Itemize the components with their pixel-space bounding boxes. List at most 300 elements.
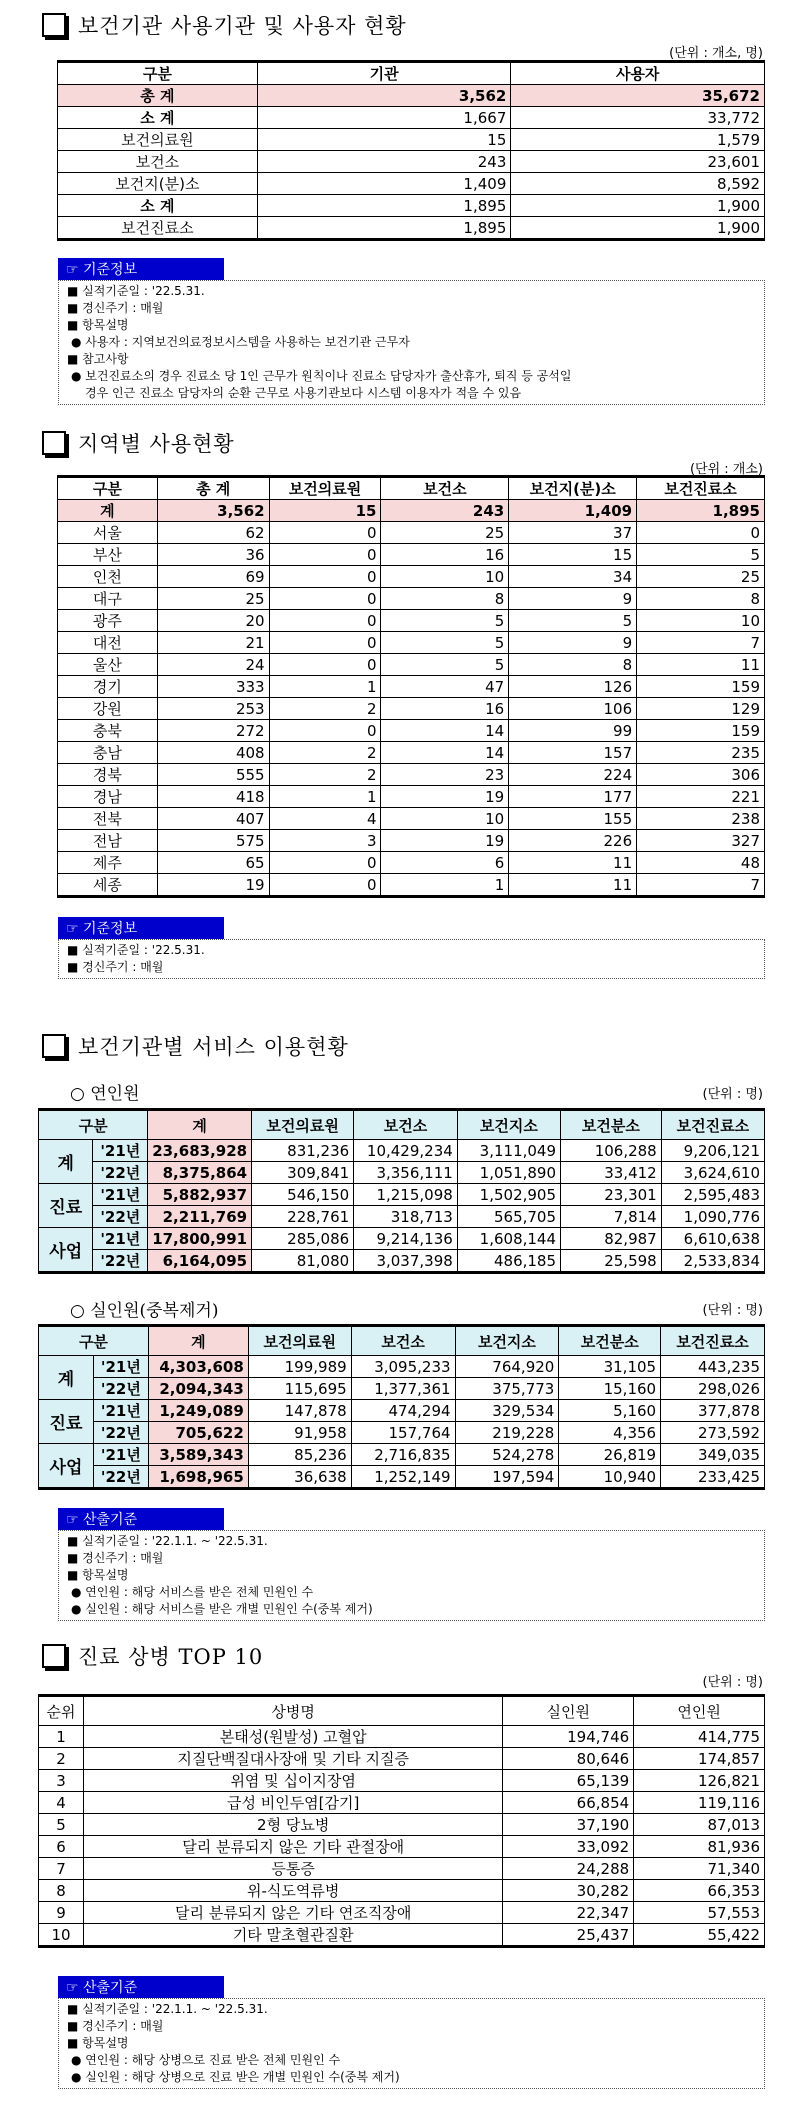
table-cell: 1,051,890 [457, 1162, 560, 1184]
checkbox-square-icon [42, 1034, 66, 1058]
table-cell: 0 [269, 654, 381, 676]
table-cell: 1,090,776 [661, 1206, 764, 1228]
table-cell: 17,800,991 [148, 1228, 252, 1250]
table-cell: 9,206,121 [661, 1140, 764, 1162]
table-cell: 9,214,136 [354, 1228, 458, 1250]
table-cell: 15 [269, 500, 381, 522]
table-cell: 25 [157, 588, 269, 610]
s2-info-heading: ☞ 기준정보 [58, 917, 224, 939]
s2-header: 보건의료원 [269, 477, 381, 500]
info-line: ■ 참고사항 [67, 352, 129, 366]
s3-sub1: ○ 연인원 [70, 1084, 140, 1104]
table-cell: 1,249,089 [148, 1400, 248, 1422]
year-label: '21년 [93, 1184, 148, 1206]
table-cell: 0 [269, 852, 381, 874]
table-cell: 6,610,638 [661, 1228, 764, 1250]
table-cell: 174,857 [634, 1748, 765, 1770]
table-cell: 3,589,343 [148, 1444, 248, 1466]
disease-name: 급성 비인두염[감기] [83, 1792, 502, 1814]
s2-header: 보건지(분)소 [509, 477, 637, 500]
table-cell: 9 [39, 1902, 84, 1924]
disease-name: 지질단백질대사장애 및 기타 지질증 [83, 1748, 502, 1770]
year-label: '21년 [93, 1356, 148, 1378]
table-row-label: 인천 [58, 566, 158, 588]
s3-header: 계 [148, 1110, 252, 1140]
table-cell: 0 [637, 522, 765, 544]
table-cell: 8 [39, 1880, 84, 1902]
table-cell: 62 [157, 522, 269, 544]
table-cell: 87,013 [634, 1814, 765, 1836]
table-cell: 2 [39, 1748, 84, 1770]
table-cell: 91,958 [248, 1422, 351, 1444]
table-cell: 5 [381, 654, 509, 676]
table-cell: 3,095,233 [351, 1356, 455, 1378]
table-cell: 82,987 [561, 1228, 662, 1250]
year-label: '22년 [93, 1250, 148, 1273]
table-cell: 81,080 [252, 1250, 354, 1273]
table-cell: 5 [39, 1814, 84, 1836]
disease-name: 등통증 [83, 1858, 502, 1880]
s4-info-heading: ☞ 산출기준 [58, 1976, 224, 1998]
table-cell: 1,900 [511, 195, 765, 217]
s2-table [57, 475, 765, 898]
disease-name: 위염 및 십이지장염 [83, 1770, 502, 1792]
section3-title: 보건기관별 서비스 이용현황 [42, 1031, 349, 1061]
table-cell: 6 [381, 852, 509, 874]
s3-header: 보건소 [354, 1110, 458, 1140]
table-cell: 5,882,937 [148, 1184, 252, 1206]
table-cell: 85,236 [248, 1444, 351, 1466]
year-label: '22년 [93, 1206, 148, 1228]
year-label: '21년 [93, 1444, 148, 1466]
table-cell: 1,608,144 [457, 1228, 560, 1250]
table-cell: 115,695 [248, 1378, 351, 1400]
table-cell: 24,288 [503, 1858, 634, 1880]
table-cell: 318,713 [354, 1206, 458, 1228]
table-cell: 224 [509, 764, 637, 786]
table-row-label: 보건의료원 [58, 129, 258, 151]
info-line: 경우 인근 진료소 담당자의 순환 근무로 사용기관보다 시스템 이용자가 적을 수 있음 [85, 386, 522, 400]
table-cell: 15 [509, 544, 637, 566]
table-cell: 309,841 [252, 1162, 354, 1184]
table-cell: 37 [509, 522, 637, 544]
table-cell: 3,037,398 [354, 1250, 458, 1273]
table-row-label: 보건소 [58, 151, 258, 173]
table-cell: 23,601 [511, 151, 765, 173]
table-cell: 34 [509, 566, 637, 588]
s3-header: 보건분소 [561, 1110, 662, 1140]
table-cell: 329,534 [455, 1400, 559, 1422]
table-cell: 1,377,361 [351, 1378, 455, 1400]
table-cell: 1,215,098 [354, 1184, 458, 1206]
table-row-label: 제주 [58, 852, 158, 874]
table-cell: 33,092 [503, 1836, 634, 1858]
table-cell: 6 [39, 1836, 84, 1858]
table-cell: 57,553 [634, 1902, 765, 1924]
table-cell: 235 [637, 742, 765, 764]
table-cell: 5 [381, 610, 509, 632]
s3-header: 계 [148, 1326, 248, 1356]
table-cell: 764,920 [455, 1356, 559, 1378]
table-cell: 15,160 [559, 1378, 661, 1400]
info-line: ■ 실적기준일 : '22.5.31. [67, 943, 205, 957]
checkbox-square-icon [42, 13, 66, 37]
table-cell: 3,562 [257, 85, 511, 107]
s3-header: 보건분소 [559, 1326, 661, 1356]
table-cell: 10 [381, 566, 509, 588]
table-cell: 5 [509, 610, 637, 632]
s2-header: 보건소 [381, 477, 509, 500]
table-cell: 3,356,111 [354, 1162, 458, 1184]
table-row-label: 충북 [58, 720, 158, 742]
s3-unit1: (단위 : 명) [702, 1087, 763, 1102]
table-cell: 3 [39, 1770, 84, 1792]
s3-header: 구분 [39, 1110, 148, 1140]
table-cell: 1,895 [637, 500, 765, 522]
table-cell: 37,190 [503, 1814, 634, 1836]
table-cell: 1,667 [257, 107, 511, 129]
s4-header: 상병명 [83, 1696, 502, 1726]
table-cell: 408 [157, 742, 269, 764]
table-cell: 159 [637, 720, 765, 742]
table-cell: 831,236 [252, 1140, 354, 1162]
s3-unit2: (단위 : 명) [702, 1303, 763, 1318]
table-cell: 9 [509, 588, 637, 610]
table-cell: 24 [157, 654, 269, 676]
table-cell: 81,936 [634, 1836, 765, 1858]
table-cell: 48 [637, 852, 765, 874]
table-cell: 306 [637, 764, 765, 786]
table-cell: 474,294 [351, 1400, 455, 1422]
table-cell: 15 [257, 129, 511, 151]
table-cell: 65,139 [503, 1770, 634, 1792]
table-cell: 407 [157, 808, 269, 830]
s3-table-yeon [38, 1108, 765, 1274]
table-cell: 8,592 [511, 173, 765, 195]
table-cell: 555 [157, 764, 269, 786]
table-cell: 197,594 [455, 1466, 559, 1489]
s1-header: 기관 [257, 62, 511, 85]
info-line: ● 연인원 : 해당 상병으로 진료 받은 전체 민원인 수 [71, 2053, 341, 2067]
table-cell: 31,105 [559, 1356, 661, 1378]
info-line: ■ 항목설명 [67, 318, 129, 332]
table-cell: 69 [157, 566, 269, 588]
table-cell: 3 [269, 830, 381, 852]
table-cell: 1,252,149 [351, 1466, 455, 1489]
s3-header: 보건의료원 [252, 1110, 354, 1140]
table-row-label: 전북 [58, 808, 158, 830]
table-cell: 11 [637, 654, 765, 676]
s3-info-heading: ☞ 산출기준 [58, 1508, 224, 1530]
table-row-label: 울산 [58, 654, 158, 676]
group-label: 진료 [39, 1400, 94, 1444]
table-row-label: 충남 [58, 742, 158, 764]
table-cell: 377,878 [661, 1400, 765, 1422]
year-label: '21년 [93, 1228, 148, 1250]
table-cell: 16 [381, 698, 509, 720]
table-cell: 80,646 [503, 1748, 634, 1770]
table-cell: 8 [637, 588, 765, 610]
section4-title: 진료 상병 TOP 10 [42, 1641, 263, 1671]
table-row-label: 대구 [58, 588, 158, 610]
table-cell: 25 [637, 566, 765, 588]
group-label: 계 [39, 1140, 93, 1184]
table-row-label: 총 계 [58, 85, 258, 107]
table-cell: 228,761 [252, 1206, 354, 1228]
table-cell: 1,409 [509, 500, 637, 522]
table-row-label: 보건진료소 [58, 217, 258, 240]
table-cell: 4,303,608 [148, 1356, 248, 1378]
s3-header: 보건소 [351, 1326, 455, 1356]
s4-unit: (단위 : 명) [702, 1675, 763, 1690]
table-cell: 2,094,343 [148, 1378, 248, 1400]
year-label: '22년 [93, 1422, 148, 1444]
table-cell: 33,772 [511, 107, 765, 129]
section1-title: 보건기관 사용기관 및 사용자 현황 [42, 10, 407, 40]
table-cell: 546,150 [252, 1184, 354, 1206]
s3-header: 보건진료소 [661, 1326, 765, 1356]
table-cell: 3,624,610 [661, 1162, 764, 1184]
disease-name: 본태성(원발성) 고혈압 [83, 1726, 502, 1748]
table-cell: 106,288 [561, 1140, 662, 1162]
table-cell: 414,775 [634, 1726, 765, 1748]
table-cell: 25,598 [561, 1250, 662, 1273]
info-line: ■ 실적기준일 : '22.1.1. ~ '22.5.31. [67, 1534, 268, 1548]
s2-header: 총 계 [157, 477, 269, 500]
table-cell: 7 [39, 1858, 84, 1880]
table-cell: 219,228 [455, 1422, 559, 1444]
table-cell: 4 [39, 1792, 84, 1814]
table-cell: 2,211,769 [148, 1206, 252, 1228]
table-cell: 2 [269, 764, 381, 786]
s3-header: 보건지소 [457, 1110, 560, 1140]
table-cell: 272 [157, 720, 269, 742]
group-label: 진료 [39, 1184, 93, 1228]
table-cell: 36 [157, 544, 269, 566]
table-cell: 238 [637, 808, 765, 830]
table-cell: 285,086 [252, 1228, 354, 1250]
info-line: ■ 항목설명 [67, 1568, 129, 1582]
table-cell: 19 [381, 786, 509, 808]
table-row-label: 계 [58, 500, 158, 522]
table-cell: 0 [269, 544, 381, 566]
table-cell: 157,764 [351, 1422, 455, 1444]
s4-header: 순위 [39, 1696, 84, 1726]
table-row-label: 대전 [58, 632, 158, 654]
s3-header: 보건의료원 [248, 1326, 351, 1356]
table-cell: 155 [509, 808, 637, 830]
table-cell: 23,301 [561, 1184, 662, 1206]
table-cell: 11 [509, 874, 637, 897]
table-cell: 0 [269, 588, 381, 610]
table-cell: 25,437 [503, 1924, 634, 1947]
table-cell: 1,409 [257, 173, 511, 195]
year-label: '21년 [93, 1400, 148, 1422]
disease-name: 2형 당뇨병 [83, 1814, 502, 1836]
table-cell: 16 [381, 544, 509, 566]
table-row-label: 경남 [58, 786, 158, 808]
table-cell: 10 [39, 1924, 84, 1947]
info-line: ■ 실적기준일 : '22.1.1. ~ '22.5.31. [67, 2002, 268, 2016]
table-cell: 23,683,928 [148, 1140, 252, 1162]
table-cell: 8 [509, 654, 637, 676]
table-cell: 14 [381, 742, 509, 764]
table-cell: 159 [637, 676, 765, 698]
s4-header: 연인원 [634, 1696, 765, 1726]
info-line: ■ 항목설명 [67, 2036, 129, 2050]
table-cell: 119,116 [634, 1792, 765, 1814]
year-label: '21년 [93, 1140, 148, 1162]
s3-header: 보건지소 [455, 1326, 559, 1356]
table-cell: 8 [381, 588, 509, 610]
disease-name: 달리 분류되지 않은 기타 관절장애 [83, 1836, 502, 1858]
table-cell: 273,592 [661, 1422, 765, 1444]
table-cell: 5 [381, 632, 509, 654]
info-line: ■ 경신주기 : 매월 [67, 1551, 164, 1565]
table-cell: 7,814 [561, 1206, 662, 1228]
table-cell: 2,533,834 [661, 1250, 764, 1273]
table-cell: 11 [509, 852, 637, 874]
table-cell: 177 [509, 786, 637, 808]
table-cell: 36,638 [248, 1466, 351, 1489]
table-cell: 443,235 [661, 1356, 765, 1378]
s1-header: 사용자 [511, 62, 765, 85]
table-cell: 6,164,095 [148, 1250, 252, 1273]
s3-table-sil [38, 1324, 765, 1490]
info-line: ■ 경신주기 : 매월 [67, 2019, 164, 2033]
table-row-label: 소 계 [58, 195, 258, 217]
table-cell: 0 [269, 566, 381, 588]
table-cell: 126,821 [634, 1770, 765, 1792]
table-cell: 99 [509, 720, 637, 742]
disease-name: 기타 말초혈관질환 [83, 1924, 502, 1947]
table-cell: 10,429,234 [354, 1140, 458, 1162]
group-label: 사업 [39, 1228, 93, 1273]
s1-unit: (단위 : 개소, 명) [669, 46, 763, 61]
table-cell: 14 [381, 720, 509, 742]
table-cell: 575 [157, 830, 269, 852]
table-row-label: 경기 [58, 676, 158, 698]
s3-info-box [58, 1530, 765, 1621]
table-cell: 0 [269, 720, 381, 742]
s2-header: 보건진료소 [637, 477, 765, 500]
info-line: ● 실인원 : 해당 서비스를 받은 개별 민원인 수(중복 제거) [71, 1602, 373, 1616]
table-cell: 243 [381, 500, 509, 522]
table-cell: 66,854 [503, 1792, 634, 1814]
table-cell: 333 [157, 676, 269, 698]
table-cell: 2 [269, 698, 381, 720]
table-cell: 106 [509, 698, 637, 720]
table-cell: 147,878 [248, 1400, 351, 1422]
table-cell: 0 [269, 632, 381, 654]
table-cell: 375,773 [455, 1378, 559, 1400]
table-cell: 1,698,965 [148, 1466, 248, 1489]
group-label: 사업 [39, 1444, 94, 1489]
table-cell: 349,035 [661, 1444, 765, 1466]
table-cell: 22,347 [503, 1902, 634, 1924]
disease-name: 위-식도역류병 [83, 1880, 502, 1902]
table-row-label: 서울 [58, 522, 158, 544]
checkbox-square-icon [42, 1644, 66, 1668]
s2-header: 구분 [58, 477, 158, 500]
info-line: ● 사용자 : 지역보건의료정보시스템을 사용하는 보건기관 근무자 [71, 335, 410, 349]
table-cell: 0 [269, 522, 381, 544]
table-cell: 3,111,049 [457, 1140, 560, 1162]
info-line: ■ 실적기준일 : '22.5.31. [67, 284, 205, 298]
table-row-label: 소 계 [58, 107, 258, 129]
checkbox-square-icon [42, 431, 66, 455]
table-cell: 129 [637, 698, 765, 720]
year-label: '22년 [93, 1378, 148, 1400]
table-cell: 233,425 [661, 1466, 765, 1489]
table-cell: 5,160 [559, 1400, 661, 1422]
s4-table [38, 1694, 765, 1948]
table-cell: 25 [381, 522, 509, 544]
group-label: 계 [39, 1356, 94, 1400]
s3-header: 보건진료소 [661, 1110, 764, 1140]
table-cell: 19 [381, 830, 509, 852]
table-cell: 327 [637, 830, 765, 852]
info-line: ● 보건진료소의 경우 진료소 당 1인 근무가 원칙이나 진료소 담당자가 출산휴가, 퇴직 등 공석일 [71, 369, 572, 383]
table-cell: 23 [381, 764, 509, 786]
table-row-label: 전남 [58, 830, 158, 852]
table-cell: 65 [157, 852, 269, 874]
s2-info-box [58, 939, 765, 979]
table-cell: 10,940 [559, 1466, 661, 1489]
s1-table [57, 60, 765, 241]
table-cell: 524,278 [455, 1444, 559, 1466]
info-line: ● 실인원 : 해당 상병으로 진료 받은 개별 민원인 수(중복 제거) [71, 2070, 400, 2084]
table-cell: 0 [269, 610, 381, 632]
table-cell: 71,340 [634, 1858, 765, 1880]
table-cell: 1 [381, 874, 509, 897]
table-cell: 126 [509, 676, 637, 698]
table-cell: 5 [637, 544, 765, 566]
year-label: '22년 [93, 1466, 148, 1489]
table-cell: 19 [157, 874, 269, 897]
table-cell: 157 [509, 742, 637, 764]
disease-name: 달리 분류되지 않은 기타 연조직장애 [83, 1902, 502, 1924]
section2-title: 지역별 사용현황 [42, 428, 235, 458]
table-cell: 1,895 [257, 217, 511, 240]
info-line: ■ 경신주기 : 매월 [67, 960, 164, 974]
s2-unit: (단위 : 개소) [689, 462, 763, 477]
table-cell: 486,185 [457, 1250, 560, 1273]
table-cell: 705,622 [148, 1422, 248, 1444]
table-cell: 0 [269, 874, 381, 897]
s3-sub2: ○ 실인원(중복제거) [70, 1301, 219, 1321]
table-cell: 55,422 [634, 1924, 765, 1947]
table-cell: 418 [157, 786, 269, 808]
table-cell: 47 [381, 676, 509, 698]
table-cell: 9 [509, 632, 637, 654]
info-line: ■ 경신주기 : 매월 [67, 301, 164, 315]
table-row-label: 광주 [58, 610, 158, 632]
table-cell: 243 [257, 151, 511, 173]
s4-info-box [58, 1998, 765, 2089]
table-cell: 1,895 [257, 195, 511, 217]
table-cell: 66,353 [634, 1880, 765, 1902]
table-cell: 1,502,905 [457, 1184, 560, 1206]
table-cell: 7 [637, 632, 765, 654]
s1-header: 구분 [58, 62, 258, 85]
table-cell: 1 [269, 786, 381, 808]
table-cell: 7 [637, 874, 765, 897]
s3-header: 구분 [39, 1326, 149, 1356]
table-cell: 2,595,483 [661, 1184, 764, 1206]
table-cell: 253 [157, 698, 269, 720]
table-row-label: 경북 [58, 764, 158, 786]
